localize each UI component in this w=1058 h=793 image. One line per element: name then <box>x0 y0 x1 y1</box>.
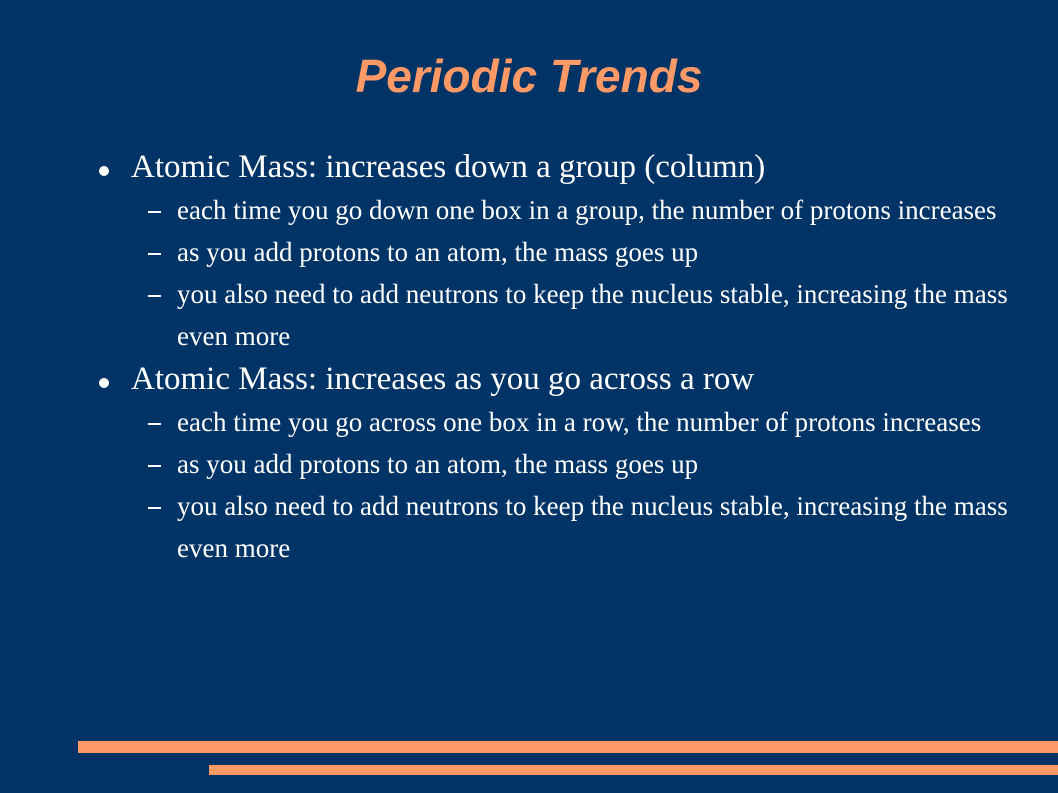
dash-icon <box>148 465 161 467</box>
bullet-group-across-a-row <box>0 357 1058 569</box>
sub-bullet-text: each time you go across one box in a row, the number of protons increases <box>177 407 982 437</box>
dash-icon <box>148 211 161 213</box>
sub-bullet-text: as you add protons to an atom, the mass goes up <box>177 449 699 479</box>
sub-bullet <box>0 401 1058 443</box>
dash-icon <box>148 253 161 255</box>
dash-icon <box>148 423 161 425</box>
sub-bullet <box>0 443 1058 485</box>
decorative-bar-bottom <box>209 765 1058 775</box>
sub-bullet <box>0 485 1058 569</box>
slide-title: Periodic Trends <box>355 50 703 102</box>
sub-bullet <box>0 189 1058 231</box>
bullet-group-down-a-group <box>0 145 1058 357</box>
sub-bullet <box>0 273 1058 357</box>
bullet-heading <box>0 145 1058 189</box>
sub-bullet-text: you also need to add neutrons to keep the nucleus stable, increasing the mass even more <box>177 491 1008 563</box>
bullet-dot-icon <box>99 166 109 176</box>
bullet-dot-icon <box>99 378 109 388</box>
sub-bullet-text: each time you go down one box in a group, the number of protons increases <box>177 195 997 225</box>
sub-bullet-text: you also need to add neutrons to keep the nucleus stable, increasing the mass even more <box>177 279 1008 351</box>
bullet-heading <box>0 357 1058 401</box>
decorative-bar-top <box>78 741 1058 753</box>
dash-icon <box>148 507 161 509</box>
dash-icon <box>148 295 161 297</box>
sub-bullet <box>0 231 1058 273</box>
slide-content <box>0 145 1058 569</box>
bullet-heading-text: Atomic Mass: increases down a group (column) <box>131 149 766 185</box>
bullet-heading-text: Atomic Mass: increases as you go across a row <box>131 361 755 397</box>
sub-bullet-text: as you add protons to an atom, the mass goes up <box>177 237 699 267</box>
